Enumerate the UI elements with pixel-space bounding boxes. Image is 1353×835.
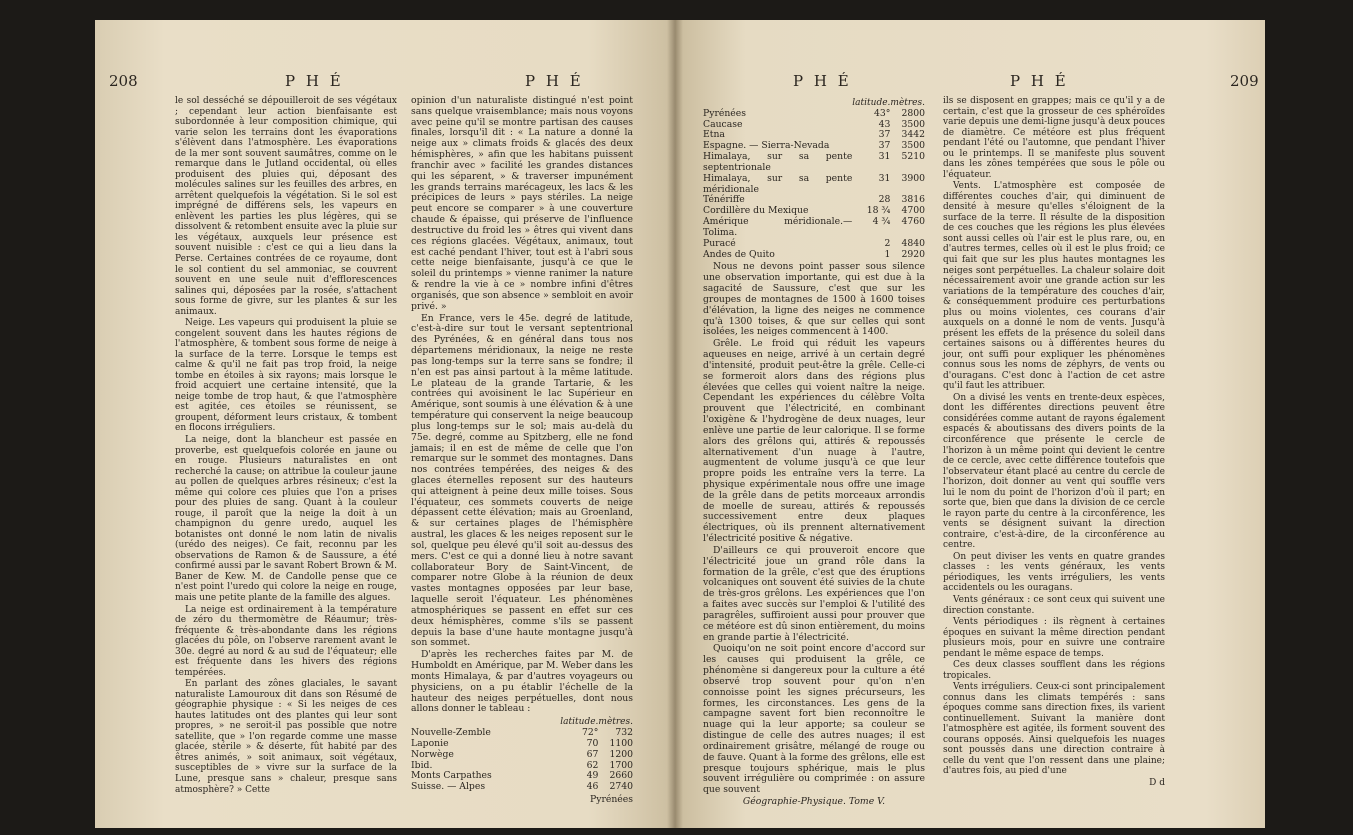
latitude-cell: 28 — [878, 194, 891, 206]
left-page — [95, 20, 675, 828]
height-cell: 1700 — [609, 759, 633, 771]
paragraph: La neige est ordinairement à la température de zéro du thermomètre de Réaumur; très-fréquente & très-abondante dans les régions glacées du pôle, on l'observe rarement avant le 30e. degré au nord & au sud de l'équateur; elle est fréquente dans les hivers des régions tempérées. — [175, 604, 397, 678]
table-row — [703, 217, 925, 239]
height-cell: 3500 — [901, 140, 925, 152]
continuation-word: Pyrénées — [590, 794, 633, 805]
paragraph: Ces deux classes soufflent dans les régions tropicales. — [943, 660, 1165, 681]
paragraph: En France, vers le 45e. degré de latitude, c'est-à-dire sur tout le versant septentrional des Pyrénées, & en général dans tous nos départemens méridionaux, la neige ne reste pas long-temps sur la terre sans se fondre; il n'en est pas ainsi partout à la même latitude. Le plateau de la grande Tartarie, & les contrées qui avoisinent le lac Supérieur en Amérique, sont soumis à une élévation & à une température qui conservent la neige beaucoup plus long-temps sur le sol; mais au-delà du 75e. degré, comme au Spitzberg, elle ne fond jamais; il en est de même de celle que l'on remarque sur le sommet des montagnes. Dans nos contrées tempérées, des neiges & des glaces éternelles reposent sur des hauteurs qui atteignent à peine deux mille toises. Sous l'équateur, ces sommets couverts de neige dépassent cette élévation; mais au Groenland, & sur certaines plages de l'hémisphère austral, les glaces & les neiges reposent sur le sol, quelque peu élevé qu'il soit au-dessus des mers. C'est ce qui a donné lieu à notre savant collaborateur Bory de Saint-Vincent, de comparer notre Globe à la réunion de deux vastes montagnes opposées par leur base, laquelle seroit l'équateur. Les phénomènes atmosphériques se passent en effet sur ces deux hémisphères, comme s'ils se passent depuis la base d'une haute montagne jusqu'à son sommet. — [411, 312, 633, 649]
table-row — [703, 120, 925, 131]
running-header: P H É — [1010, 72, 1069, 90]
latitude-cell: 46 — [586, 781, 599, 793]
paragraph: On a divisé les vents en trente-deux espèces, dont les différentes directions peuvent être considérées comme autant de rayons également espacés & aboutissans des divers points de la circonférence que présente le cercle de l'horizon à un même point qui devient le centre de ce cercle, avec cette différence toutefois que l'observateur étant placé au centre du cercle de l'horizon, doit donner au vent qui souffle vers lui le nom du point de l'horizon d'où il part; en sorte que, bien que dans la division de ce cercle le rayon parte du centre à la circonférence, les vents se désignent suivant la direction contraire, c'est-à-dire, de la circonférence au centre. — [943, 392, 1165, 551]
height-cell: 2660 — [609, 770, 633, 782]
latitude-cell: 37 — [878, 129, 891, 141]
height-cell: 4760 — [901, 216, 925, 228]
latitude-cell: 67 — [586, 748, 599, 760]
text-column-2 — [943, 96, 1165, 789]
paragraph: D'ailleurs ce qui prouveroit encore que l'électricité joue un grand rôle dans la formation de la grêle, c'est que des éruptions volcaniques ont souvent été suivies de la chute de très-gros grêlons. Les expériences que l'on a faites avec succès sur l'emploi & l'utilité des paragrêles, suffiroient aussi pour prouver que ce météore est dû sinon entièrement, du moins en grande partie à l'électricité. — [703, 544, 925, 643]
paragraph: le sol desséché se dépouilleroit de ses végétaux ; cependant leur action bienfaisante est subordonnée à leur composition chimique, qui varie selon les terrains dont les évaporations s'élèvent dans l'atmosphère. Les évaporations de la mer sont souvent saumâtres, comme on le remarque dans le Jutland occidental, où elles produisent des pluies qui, déposant des molécules salines sur les feuilles des arbres, en arrêtent quelquefois la végétation. Si le sol est imprégné de différens sels, les vapeurs en enlèvent les parties les plus légères, qui se dissolvent & retombent ensuite avec la pluie sur les végétaux, auxquels leur présence est souvent nuisible : c'est ce qui a lieu dans la Perse. Certaines contrées de ce royaume, dont le sol contient du sel ammoniac, se couvrent souvent en une seule nuit d'efflorescences salines qui, déposées par la rosée, s'attachent sous forme de givre, sur les plantes & sur les animaux. — [175, 96, 397, 317]
table-row — [411, 782, 633, 793]
latitude-cell: 49 — [586, 770, 599, 782]
table-header: latitude. — [852, 98, 891, 108]
height-cell: 2740 — [609, 781, 633, 793]
book-spread — [95, 20, 1265, 828]
location-cell: Ibid. — [411, 759, 433, 771]
paragraph: Vents généraux : ce sont ceux qui suivent une direction constante. — [943, 594, 1165, 616]
location-cell: Caucase — [703, 118, 743, 130]
snow-line-table — [703, 98, 925, 260]
latitude-cell: 70 — [586, 737, 599, 749]
text-column-1 — [175, 96, 397, 796]
latitude-cell: 37 — [878, 140, 891, 152]
paragraph: Vents irréguliers. Ceux-ci sont principalement connus dans les climats tempérés : sans époques comme sans direction fixes, ils varient continuellement. Suivant la manière dont l'atmosphère est agitée, ils forment souvent des courans opposés. Ainsi quelquefois les nuages sont poussés dans une direction contraire à celle du vent que l'on ressent dans une plaine; d'autres fois, au pied d'une — [943, 682, 1165, 777]
table-header: mètres. — [598, 717, 633, 728]
running-header: P H É — [525, 72, 584, 90]
location-cell: Espagne. — Sierra-Nevada — [703, 140, 830, 152]
location-cell: Laponie — [411, 737, 449, 749]
latitude-cell: 31 — [878, 151, 891, 163]
table-row — [703, 250, 925, 261]
paragraph: Nous ne devons point passer sous silence une observation importante, qui est due à la sagacité de Saussure, c'est que sur les groupes de montagnes de 1500 à 1600 toises d'élévation, la ligne des neiges ne commence qu'à 1300 toises, & que sur celles qui sont isolées, les neiges commencent à 1400. — [703, 261, 925, 338]
height-cell: 3442 — [901, 129, 925, 141]
height-cell: 732 — [615, 727, 633, 739]
location-cell: Himalaya, sur sa pente septentrionale — [703, 151, 853, 173]
latitude-cell: 18 ¾ — [866, 205, 891, 217]
paragraph: Quoiqu'on ne soit point encore d'accord sur les causes qui produisent la grêle, ce phénomène si dangereux pour la culture a été observé trop souvent pour qu'on n'en connoisse point les signes précurseurs, les formes, les circonstances. Les gens de la campagne savent fort bien reconnoître le nuage qui la leur apporte; sa couleur se distingue de celle des autres nuages; il est ordinairement grisâtre, mélangé de rouge ou de fauve. Quant à la forme des grêlons, elle est presque toujours sphérique, mais le plus souvent irrégulière ou comprimée : on assure que souvent — [703, 643, 925, 796]
running-header: P H É — [793, 72, 852, 90]
paragraph: D'après les recherches faites par M. de Humboldt en Amérique, par M. Weber dans les monts Himalaya, & par d'autres voyageurs ou physiciens, on a pu établir l'échelle de la hauteur des neiges perpétuelles, dont nous allons donner le tableau : — [411, 649, 633, 715]
height-cell: 1200 — [609, 748, 633, 760]
height-cell: 5210 — [901, 151, 925, 163]
height-cell: 4700 — [901, 205, 925, 217]
location-cell: Etna — [703, 129, 725, 141]
table-row — [703, 239, 925, 250]
latitude-cell: 31 — [878, 172, 891, 184]
page-number: 208 — [109, 72, 138, 90]
table-row — [703, 152, 925, 174]
paragraph: En parlant des zônes glaciales, le savant naturaliste Lamouroux dit dans son Résumé de géographie physique : « Si les neiges de ces hautes latitudes ont des plantes qui leur sont propres, » ne seroit-il pas possible que notre satellite, que » l'on regarde comme une masse glacée, stérile » & déserte, fût habité par des êtres animés, » soit animaux, soit végétaux, susceptibles de » vivre sur la surface de la Lune, presque sans » chaleur, presque sans atmosphère? » Cette — [175, 679, 397, 795]
text-column-1 — [703, 96, 925, 808]
table-row — [411, 750, 633, 761]
text-column-2 — [411, 96, 633, 806]
signature-mark: D d — [1149, 778, 1165, 788]
height-cell: 4840 — [901, 237, 925, 249]
paragraph: Vents périodiques : ils règnent à certaines époques en suivant la même direction pendant plusieurs mois, pour en suivre une contraire pendant le même espace de temps. — [943, 617, 1165, 659]
location-cell: Pyrénées — [703, 107, 746, 119]
location-cell: Himalaya, sur sa pente méridionale — [703, 172, 853, 195]
location-cell: Nouvelle-Zemble — [411, 727, 491, 739]
book-gutter — [667, 20, 683, 828]
location-cell: Ténériffe — [703, 194, 745, 206]
location-cell: Suisse. — Alpes — [411, 781, 486, 793]
paragraph: Grêle. Le froid qui réduit les vapeurs aqueuses en neige, arrivé à un certain degré d'intensité, produit peut-être la grêle. Celle-ci se formeroit alors dans des régions plus élevées que celles qui voient naître la neige. Cependant les expériences du célèbre Volta prouvent que l'électricité, en combinant l'oxigène & l'hydrogène de deux nuages, leur enlève une partie de leur calorique. Il se forme alors des grêlons qui, attirés & repoussés alternativement d'un nuage à l'autre, augmentent de volume jusqu'à ce que leur propre poids les entraîne vers la terre. La physique expérimentale nous offre une image de la grêle dans de petits morceaux arrondis de moelle de sureau, attirés & repoussés successivement entre deux plaques électriques, où ils prennent alternativement l'électricité positive & négative. — [703, 338, 925, 545]
table-row — [703, 174, 925, 196]
table-header: mètres. — [890, 98, 925, 108]
latitude-cell: 43° — [874, 107, 891, 119]
table-header: latitude. — [560, 717, 599, 728]
location-cell: Amérique méridionale.—Tolima. — [703, 216, 853, 238]
snow-line-table — [411, 717, 633, 793]
latitude-cell: 1 — [884, 248, 891, 260]
height-cell: 2800 — [901, 107, 925, 119]
height-cell: 1100 — [609, 737, 633, 749]
location-cell: Andes de Quito — [703, 248, 775, 260]
location-cell: Puracé — [703, 237, 736, 249]
paragraph: Vents. L'atmosphère est composée de différentes couches d'air, qui diminuent de densité à mesure qu'elles s'éloignent de la surface de la terre. Il résulte de la disposition de ces couches que les régions les plus élevées sont aussi celles où l'air est le plus rare, ou, en d'autres termes, celles où il est le plus froid; ce qui fait que sur les plus hautes montagnes les neiges sont perpétuelles. La chaleur solaire doit nécessairement avoir une grande action sur les variations de la température des couches d'air, & conséquemment produire ces perturbations plus ou moins violentes, ces courans d'air auxquels on a donné le nom de vents. Jusqu'à présent les effets de la présence du soleil dans certaines saisons ou à différentes heures du jour, ont suffi pour expliquer les phénomènes connus sous les noms de zéphyrs, de vents ou d'ouragans. C'est donc à l'action de cet astre qu'il faut les attribuer. — [943, 181, 1165, 392]
height-cell: 3500 — [901, 118, 925, 130]
location-cell: Norwège — [411, 748, 454, 760]
page-footer: Géographie-Physique. Tome V. — [742, 796, 886, 807]
height-cell: 2920 — [901, 248, 925, 260]
latitude-cell: 62 — [586, 759, 599, 771]
latitude-cell: 2 — [884, 237, 891, 249]
paragraph: La neige, dont la blancheur est passée en proverbe, est quelquefois colorée en jaune ou en rouge. Plusieurs naturalistes en ont recherché la cause; on attribue la couleur jaune au pollen de quelques arbres résineux; c'est la même qui colore ces pluies que l'on a prises pour des pluies de sang. Quant à la couleur rouge, il paroît que la neige la doit à un champignon du genre uredo, auquel les botanistes ont donné le nom latin de nivalis (urédo des neiges). Ce fait, reconnu par les observations de Ramon & de Saussure, a été confirmé aussi par le savant Robert Brown & M. Baner de Kew. M. de Candolle pense que ce n'est point l'uredo qui colore la neige en rouge, mais une petite plante de la famille des algues. — [175, 435, 397, 603]
right-page — [675, 20, 1265, 828]
paragraph: On peut diviser les vents en quatre grandes classes : les vents généraux, les vents périodiques, les vents irréguliers, les vents accidentels ou les ouragans. — [943, 551, 1165, 594]
page-number: 209 — [1230, 72, 1259, 90]
paragraph: opinion d'un naturaliste distingué n'est point sans quelque vraisemblance; mais nous voyons avec peine qu'il se montre partisan des causes finales, lorsqu'il dit : « La nature a donné la neige aux » climats froids & glacés des deux hémisphères, » afin que les habitans puissent franchir avec » facilité les grandes distances qui les séparent, » & traverser impunément les grands terrains marécageux, les lacs & les précipices de leurs » pays stériles. La neige peut encore se comparer » à une couverture chaude & épaisse, qui préserve de l'influence destructive du froid les » êtres qui vivent dans ces régions glacées. Végétaux, animaux, tout est caché pendant l'hiver, tout est à l'abri sous cette neige bienfaisante, jusqu'à ce que le soleil du printemps » vienne ranimer la nature & rendre la vie à ce » nombre infini d'êtres organisés, que son absence » sembloit en avoir privé. » — [411, 95, 633, 312]
running-header: P H É — [285, 72, 344, 90]
latitude-cell: 4 ¾ — [872, 216, 891, 228]
location-cell: Cordillère du Mexique — [703, 205, 809, 217]
paragraph: Neige. Les vapeurs qui produisent la pluie se congelent souvent dans les hautes régions de l'atmosphère, & tombent sous forme de neige à la surface de la terre. Lorsque le temps est calme & qu'il ne fait pas trop froid, la neige tombe en étoiles à six rayons; mais lorsque le froid acquiert une certaine intensité, que la neige tombe de trop haut, & que l'atmosphère est agitée, ces étoiles se réunissent, se groupent, déforment leurs cristaux, & tombent en flocons irréguliers. — [175, 318, 397, 434]
height-cell: 3816 — [901, 194, 925, 206]
location-cell: Monts Carpathes — [411, 770, 492, 782]
latitude-cell: 43 — [878, 118, 891, 130]
height-cell: 3900 — [901, 172, 925, 184]
latitude-cell: 72° — [582, 727, 599, 739]
paragraph: ils se disposent en grappes; mais ce qu'il y a de certain, c'est que la grosseur de ces sphéroïdes varie depuis une demi-ligne jusqu'à deux pouces de diamètre. Ce météore est plus fréquent pendant l'été ou l'automne, que pendant l'hiver ou le printemps. Il se manifeste plus souvent dans les zônes tempérées que sous le pôle ou l'équateur. — [943, 96, 1165, 180]
